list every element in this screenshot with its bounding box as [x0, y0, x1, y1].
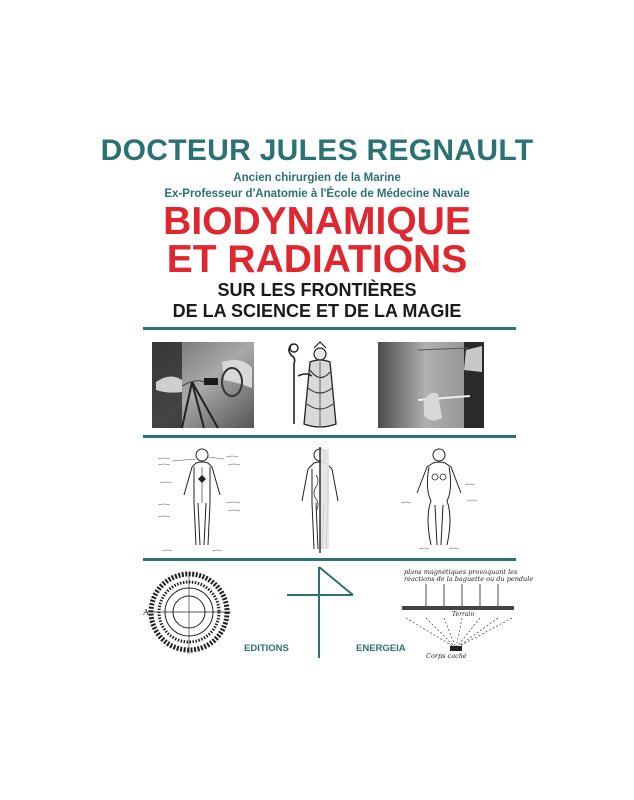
diagram-caption-line-1: plans magnétiques provoquant les [404, 568, 518, 576]
diagram-hidden-body-label: Corps caché [426, 652, 467, 660]
anatomy-chart-female [395, 445, 485, 555]
publisher-label-left: EDITIONS [244, 643, 289, 654]
book-subtitle-line-1: SUR LES FRONTIÈRES [217, 280, 417, 300]
robed-figure-engraving [280, 340, 350, 430]
author-credential-1: Ancien chirurgien de la Marine [233, 172, 401, 184]
book-title-line-2: ET RADIATIONS [166, 238, 468, 281]
diagram-ground-label: Terrain [452, 611, 475, 618]
book-title-line-1: BIODYNAMIQUE [163, 200, 471, 243]
divider-rule-middle [143, 435, 516, 438]
publisher-label-right: ENERGEIA [356, 643, 406, 654]
anatomy-chart-male [148, 445, 248, 555]
divider-rule-bottom [143, 558, 516, 561]
book-subtitle-line-2: DE LA SCIENCE ET DE LA MAGIE [172, 301, 462, 321]
cross-symbol [285, 565, 355, 660]
hand-rod-photo [378, 342, 484, 428]
author-name: DOCTEUR JULES REGNAULT [100, 134, 534, 167]
compass-rose-diagram [143, 568, 233, 658]
anatomy-chart-polarity [280, 445, 360, 555]
divider-rule-top [143, 327, 516, 330]
compass-label: A [143, 608, 149, 617]
apparatus-photo [152, 342, 254, 428]
author-credential-2: Ex-Professeur d'Anatomie à l'École de Médecine Navale [164, 188, 470, 200]
diagram-caption-line-2: réactions de la baguette ou du pendule [404, 575, 534, 583]
magnetic-planes-diagram [398, 566, 534, 660]
